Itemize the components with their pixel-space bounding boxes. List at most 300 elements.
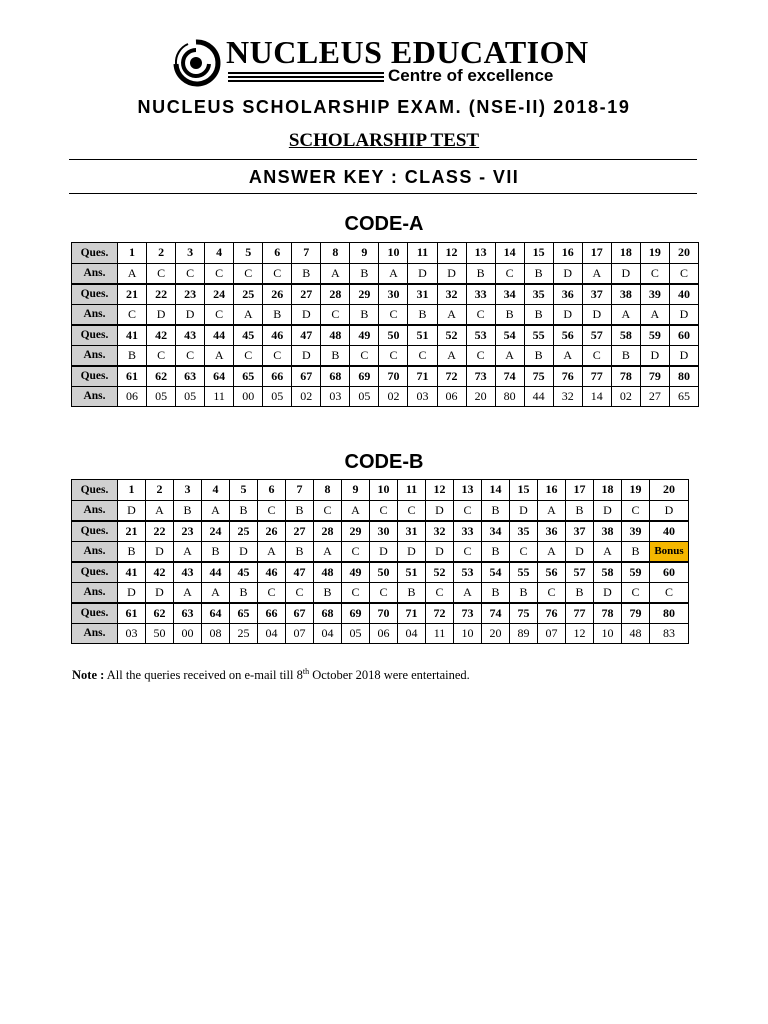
question-number-cell: 50 — [370, 562, 398, 583]
answer-cell: D — [566, 541, 594, 562]
question-number-cell: 2 — [146, 480, 174, 501]
answer-cell: D — [553, 263, 582, 284]
question-number-cell: 27 — [286, 521, 314, 542]
note-superscript: th — [302, 667, 310, 676]
answer-cell: D — [146, 582, 174, 603]
question-number-cell: 47 — [286, 562, 314, 583]
question-number-cell: 8 — [321, 243, 350, 264]
answer-cell: B — [202, 541, 230, 562]
question-number-cell: 48 — [314, 562, 342, 583]
answer-cell: B — [118, 541, 146, 562]
question-number-cell: 37 — [566, 521, 594, 542]
question-number-cell: 28 — [314, 521, 342, 542]
question-number-cell: 29 — [350, 284, 379, 305]
answer-cell: C — [147, 345, 176, 366]
answer-cell: 50 — [146, 623, 174, 644]
question-number-cell: 23 — [176, 284, 205, 305]
question-number-cell: 69 — [350, 366, 379, 387]
answer-cell: D — [176, 304, 205, 325]
question-number-cell: 56 — [538, 562, 566, 583]
question-number-cell: 79 — [640, 366, 669, 387]
question-number-cell: 5 — [230, 480, 258, 501]
question-number-cell: 62 — [147, 366, 176, 387]
question-number-cell: 69 — [342, 603, 370, 624]
question-number-cell: 42 — [146, 562, 174, 583]
question-number-cell: 46 — [258, 562, 286, 583]
question-number-cell: 31 — [408, 284, 437, 305]
answer-cell: 04 — [258, 623, 286, 644]
question-number-cell: 30 — [370, 521, 398, 542]
question-number-cell: 51 — [398, 562, 426, 583]
answer-cell: 05 — [147, 386, 176, 407]
answer-cell: C — [622, 500, 650, 521]
ques-label: Ques. — [72, 603, 118, 624]
answer-key-title: ANSWER KEY : CLASS - VII — [248, 167, 520, 187]
answer-cell: D — [510, 500, 538, 521]
divider-top — [69, 159, 697, 160]
answer-cell: 05 — [263, 386, 292, 407]
answer-cell: D — [146, 541, 174, 562]
question-number-cell: 14 — [482, 480, 510, 501]
code-a-ans-row — [72, 263, 699, 284]
logo — [170, 36, 590, 92]
question-number-cell: 22 — [147, 284, 176, 305]
answer-cell: 11 — [426, 623, 454, 644]
question-number-cell: 40 — [669, 284, 698, 305]
answer-cell: C — [466, 304, 495, 325]
answer-cell: B — [482, 582, 510, 603]
answer-cell: C — [622, 582, 650, 603]
answer-cell: C — [582, 345, 611, 366]
question-number-cell: 59 — [622, 562, 650, 583]
question-number-cell: 63 — [176, 366, 205, 387]
answer-cell: B — [524, 263, 553, 284]
question-number-cell: 17 — [582, 243, 611, 264]
question-number-cell: 55 — [524, 325, 553, 346]
answer-cell: 20 — [482, 623, 510, 644]
answer-cell: C — [263, 263, 292, 284]
question-number-cell: 48 — [321, 325, 350, 346]
answer-cell: D — [669, 345, 698, 366]
answer-cell: B — [230, 500, 258, 521]
question-number-cell: 64 — [205, 366, 234, 387]
answer-cell: 02 — [611, 386, 640, 407]
answer-cell: D — [594, 582, 622, 603]
answer-cell: B — [230, 582, 258, 603]
question-number-cell: 63 — [174, 603, 202, 624]
question-number-cell: 62 — [146, 603, 174, 624]
answer-cell: 83 — [650, 623, 689, 644]
answer-cell: B — [524, 345, 553, 366]
answer-cell: B — [482, 541, 510, 562]
question-number-cell: 55 — [510, 562, 538, 583]
answer-cell: A — [454, 582, 482, 603]
question-number-cell: 1 — [118, 243, 147, 264]
answer-cell: C — [286, 582, 314, 603]
question-number-cell: 67 — [286, 603, 314, 624]
question-number-cell: 77 — [566, 603, 594, 624]
answer-cell: A — [174, 541, 202, 562]
question-number-cell: 28 — [321, 284, 350, 305]
question-number-cell: 68 — [321, 366, 350, 387]
question-number-cell: 15 — [524, 243, 553, 264]
answer-cell: 10 — [454, 623, 482, 644]
ans-label: Ans. — [72, 345, 118, 366]
code-a-ques-row — [72, 284, 699, 305]
question-number-cell: 72 — [437, 366, 466, 387]
question-number-cell: 43 — [176, 325, 205, 346]
question-number-cell: 21 — [118, 284, 147, 305]
question-number-cell: 16 — [538, 480, 566, 501]
answer-cell: C — [466, 345, 495, 366]
answer-cell: A — [205, 345, 234, 366]
answer-cell: 04 — [398, 623, 426, 644]
ans-label: Ans. — [72, 541, 118, 562]
answer-cell: D — [398, 541, 426, 562]
note-label: Note : — [72, 668, 105, 683]
answer-cell: 07 — [286, 623, 314, 644]
code-b-title: CODE-B — [344, 451, 424, 473]
answer-cell: C — [205, 304, 234, 325]
answer-cell: 02 — [292, 386, 321, 407]
code-a-ans-row — [72, 304, 699, 325]
question-number-cell: 10 — [379, 243, 408, 264]
question-number-cell: 70 — [370, 603, 398, 624]
logo-rules — [228, 72, 384, 84]
answer-cell: A — [538, 500, 566, 521]
question-number-cell: 7 — [292, 243, 321, 264]
question-number-cell: 61 — [118, 603, 146, 624]
answer-cell: D — [230, 541, 258, 562]
answer-cell: B — [495, 304, 524, 325]
question-number-cell: 7 — [286, 480, 314, 501]
question-number-cell: 60 — [669, 325, 698, 346]
question-number-cell: 31 — [398, 521, 426, 542]
question-number-cell: 10 — [370, 480, 398, 501]
answer-cell: 03 — [118, 623, 146, 644]
question-number-cell: 74 — [495, 366, 524, 387]
answer-cell: D — [292, 345, 321, 366]
question-number-cell: 8 — [314, 480, 342, 501]
question-number-cell: 70 — [379, 366, 408, 387]
answer-cell: 05 — [350, 386, 379, 407]
code-a-ans-row — [72, 386, 699, 407]
question-number-cell: 53 — [466, 325, 495, 346]
question-number-cell: 61 — [118, 366, 147, 387]
answer-cell: 06 — [370, 623, 398, 644]
code-b-ans-row — [72, 500, 689, 521]
question-number-cell: 3 — [174, 480, 202, 501]
answer-cell: A — [258, 541, 286, 562]
question-number-cell: 44 — [202, 562, 230, 583]
question-number-cell: 17 — [566, 480, 594, 501]
question-number-cell: 36 — [538, 521, 566, 542]
question-number-cell: 34 — [482, 521, 510, 542]
answer-cell: C — [263, 345, 292, 366]
question-number-cell: 47 — [292, 325, 321, 346]
logo-tagline: Centre of excellence — [388, 66, 554, 85]
answer-cell: C — [398, 500, 426, 521]
answer-cell: A — [437, 345, 466, 366]
code-b-ques-row — [72, 562, 689, 583]
question-number-cell: 18 — [611, 243, 640, 264]
answer-cell: C — [118, 304, 147, 325]
question-number-cell: 18 — [594, 480, 622, 501]
question-number-cell: 44 — [205, 325, 234, 346]
answer-cell: A — [379, 263, 408, 284]
answer-cell: C — [350, 345, 379, 366]
question-number-cell: 66 — [263, 366, 292, 387]
question-number-cell: 38 — [594, 521, 622, 542]
answer-cell: C — [342, 582, 370, 603]
question-number-cell: 20 — [669, 243, 698, 264]
answer-cell: A — [174, 582, 202, 603]
question-number-cell: 13 — [454, 480, 482, 501]
answer-cell: B — [174, 500, 202, 521]
question-number-cell: 25 — [234, 284, 263, 305]
answer-cell: A — [640, 304, 669, 325]
answer-cell: C — [408, 345, 437, 366]
question-number-cell: 34 — [495, 284, 524, 305]
answer-cell: 03 — [321, 386, 350, 407]
answer-cell: A — [321, 263, 350, 284]
question-number-cell: 29 — [342, 521, 370, 542]
code-b-ans-row — [72, 582, 689, 603]
code-b-ans-row — [72, 623, 689, 644]
answer-cell: A — [495, 345, 524, 366]
answer-cell: A — [594, 541, 622, 562]
question-number-cell: 72 — [426, 603, 454, 624]
answer-cell: B — [263, 304, 292, 325]
answer-cell: D — [292, 304, 321, 325]
question-number-cell: 76 — [538, 603, 566, 624]
answer-cell: 32 — [553, 386, 582, 407]
question-number-cell: 43 — [174, 562, 202, 583]
answer-cell: C — [258, 500, 286, 521]
question-number-cell: 15 — [510, 480, 538, 501]
question-number-cell: 24 — [202, 521, 230, 542]
note-text: All the queries received on e-mail till 8 — [106, 668, 303, 683]
question-number-cell: 80 — [669, 366, 698, 387]
answer-cell: C — [426, 582, 454, 603]
question-number-cell: 58 — [594, 562, 622, 583]
question-number-cell: 57 — [582, 325, 611, 346]
question-number-cell: 14 — [495, 243, 524, 264]
question-number-cell: 21 — [118, 521, 146, 542]
answer-cell: 03 — [408, 386, 437, 407]
question-number-cell: 51 — [408, 325, 437, 346]
answer-cell: B — [510, 582, 538, 603]
answer-cell: 07 — [538, 623, 566, 644]
test-title: SCHOLARSHIP TEST — [288, 130, 480, 151]
question-number-cell: 37 — [582, 284, 611, 305]
question-number-cell: 78 — [594, 603, 622, 624]
question-number-cell: 5 — [234, 243, 263, 264]
answer-cell: C — [379, 304, 408, 325]
answer-cell: 08 — [202, 623, 230, 644]
answer-cell: B — [118, 345, 147, 366]
question-number-cell: 75 — [524, 366, 553, 387]
question-number-cell: 79 — [622, 603, 650, 624]
question-number-cell: 59 — [640, 325, 669, 346]
answer-cell: 10 — [594, 623, 622, 644]
question-number-cell: 42 — [147, 325, 176, 346]
question-number-cell: 54 — [482, 562, 510, 583]
question-number-cell: 33 — [466, 284, 495, 305]
question-number-cell: 32 — [426, 521, 454, 542]
question-number-cell: 6 — [258, 480, 286, 501]
question-number-cell: 67 — [292, 366, 321, 387]
answer-cell: C — [205, 263, 234, 284]
answer-cell: 06 — [118, 386, 147, 407]
answer-cell: B — [408, 304, 437, 325]
answer-cell: B — [350, 263, 379, 284]
answer-cell: C — [454, 541, 482, 562]
answer-cell: C — [650, 582, 689, 603]
answer-cell: A — [234, 304, 263, 325]
answer-cell: C — [176, 345, 205, 366]
answer-cell: 27 — [640, 386, 669, 407]
question-number-cell: 4 — [205, 243, 234, 264]
question-number-cell: 54 — [495, 325, 524, 346]
question-number-cell: 52 — [437, 325, 466, 346]
answer-cell: D — [426, 541, 454, 562]
code-a-ques-row — [72, 325, 699, 346]
ques-label: Ques. — [72, 284, 118, 305]
swirl-logo-icon — [170, 36, 222, 88]
ans-label: Ans. — [72, 500, 118, 521]
answer-cell: C — [510, 541, 538, 562]
question-number-cell: 52 — [426, 562, 454, 583]
code-a-ques-row — [72, 366, 699, 387]
answer-cell: C — [147, 263, 176, 284]
question-number-cell: 76 — [553, 366, 582, 387]
code-b-answer-table — [71, 479, 689, 644]
question-number-cell: 9 — [350, 243, 379, 264]
question-number-cell: 71 — [398, 603, 426, 624]
answer-cell: B — [566, 582, 594, 603]
question-number-cell: 19 — [622, 480, 650, 501]
answer-cell: 80 — [495, 386, 524, 407]
question-number-cell: 77 — [582, 366, 611, 387]
answer-cell: 12 — [566, 623, 594, 644]
answer-cell: A — [437, 304, 466, 325]
question-number-cell: 53 — [454, 562, 482, 583]
question-number-cell: 11 — [408, 243, 437, 264]
answer-cell: D — [118, 582, 146, 603]
answer-cell: C — [321, 304, 350, 325]
answer-cell: C — [370, 500, 398, 521]
answer-cell: B — [466, 263, 495, 284]
answer-cell: A — [538, 541, 566, 562]
answer-cell: C — [258, 582, 286, 603]
question-number-cell: 58 — [611, 325, 640, 346]
question-number-cell: 41 — [118, 325, 147, 346]
question-number-cell: 65 — [230, 603, 258, 624]
answer-cell: 05 — [176, 386, 205, 407]
answer-cell: C — [379, 345, 408, 366]
question-number-cell: 49 — [350, 325, 379, 346]
answer-cell: C — [234, 263, 263, 284]
answer-cell: D — [611, 263, 640, 284]
code-b-ques-row — [72, 603, 689, 624]
question-number-cell: 60 — [650, 562, 689, 583]
question-number-cell: 12 — [437, 243, 466, 264]
answer-cell: B — [286, 500, 314, 521]
question-number-cell: 68 — [314, 603, 342, 624]
answer-cell: A — [314, 541, 342, 562]
answer-cell: A — [611, 304, 640, 325]
answer-cell: A — [582, 263, 611, 284]
answer-cell: B — [482, 500, 510, 521]
ques-label: Ques. — [72, 366, 118, 387]
answer-cell: C — [538, 582, 566, 603]
answer-cell: C — [370, 582, 398, 603]
ques-label: Ques. — [72, 325, 118, 346]
answer-cell: B — [566, 500, 594, 521]
answer-cell: 20 — [466, 386, 495, 407]
answer-cell: 00 — [234, 386, 263, 407]
answer-cell: B — [398, 582, 426, 603]
answer-cell: C — [176, 263, 205, 284]
answer-cell: C — [314, 500, 342, 521]
question-number-cell: 73 — [454, 603, 482, 624]
answer-cell: 11 — [205, 386, 234, 407]
ans-label: Ans. — [72, 582, 118, 603]
question-number-cell: 40 — [650, 521, 689, 542]
question-number-cell: 46 — [263, 325, 292, 346]
question-number-cell: 3 — [176, 243, 205, 264]
question-number-cell: 26 — [258, 521, 286, 542]
question-number-cell: 66 — [258, 603, 286, 624]
question-number-cell: 24 — [205, 284, 234, 305]
question-number-cell: 38 — [611, 284, 640, 305]
answer-cell: D — [408, 263, 437, 284]
answer-cell: A — [342, 500, 370, 521]
answer-cell: 89 — [510, 623, 538, 644]
answer-cell: 06 — [437, 386, 466, 407]
exam-title: NUCLEUS SCHOLARSHIP EXAM. (NSE-II) 2018-19 — [137, 97, 631, 117]
question-number-cell: 71 — [408, 366, 437, 387]
question-number-cell: 49 — [342, 562, 370, 583]
answer-cell: D — [437, 263, 466, 284]
answer-cell: B — [286, 541, 314, 562]
question-number-cell: 57 — [566, 562, 594, 583]
answer-cell: B — [611, 345, 640, 366]
question-number-cell: 23 — [174, 521, 202, 542]
answer-cell: 14 — [582, 386, 611, 407]
question-number-cell: 25 — [230, 521, 258, 542]
ans-label: Ans. — [72, 623, 118, 644]
answer-cell: A — [202, 582, 230, 603]
question-number-cell: 39 — [622, 521, 650, 542]
answer-cell: C — [342, 541, 370, 562]
note — [72, 667, 470, 683]
question-number-cell: 39 — [640, 284, 669, 305]
question-number-cell: 20 — [650, 480, 689, 501]
question-number-cell: 74 — [482, 603, 510, 624]
question-number-cell: 64 — [202, 603, 230, 624]
answer-cell: 48 — [622, 623, 650, 644]
question-number-cell: 26 — [263, 284, 292, 305]
question-number-cell: 32 — [437, 284, 466, 305]
question-number-cell: 35 — [524, 284, 553, 305]
code-a-ans-row — [72, 345, 699, 366]
answer-cell: B — [314, 582, 342, 603]
answer-cell: 02 — [379, 386, 408, 407]
answer-cell: B — [321, 345, 350, 366]
answer-cell: A — [146, 500, 174, 521]
